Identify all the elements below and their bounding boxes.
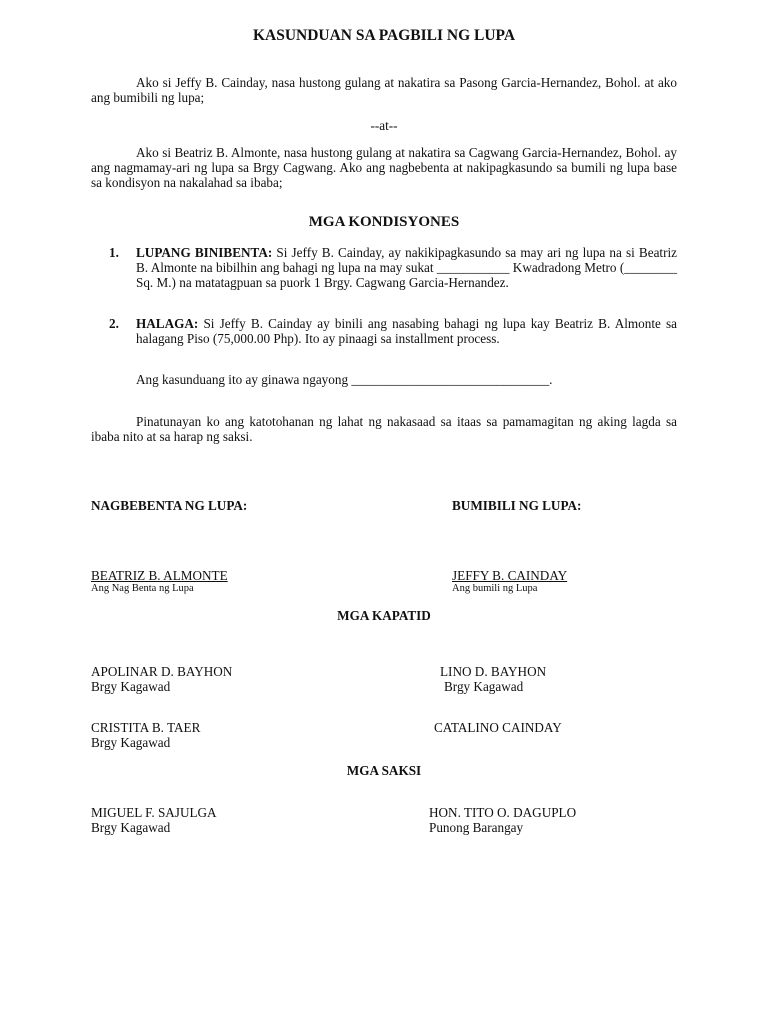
condition-item-land — [136, 245, 677, 290]
conditions-heading: MGA KONDISYONES — [308, 214, 460, 230]
condition-text: Si Jeffy B. Cainday, ay nakikipagkasundo sa may ari ng lupa na si Beatriz B. Almonte na bibilhin ang bahagi ng lupa na may sukat ___________ Kwadradong Metro (________ Sq. M.) na matatagpuan sa puork 1 Brgy. Cagwang Garcia-Hernandez. — [136, 245, 677, 290]
sibling-role: Brgy Kagawad — [91, 735, 171, 750]
witness-role: Brgy Kagawad — [91, 820, 171, 835]
seller-name: BEATRIZ B. ALMONTE — [91, 568, 228, 583]
document-title: KASUNDUAN SA PAGBILI NG LUPA — [252, 27, 516, 44]
buyer-name: JEFFY B. CAINDAY — [452, 568, 568, 583]
witness-name: HON. TITO O. DAGUPLO — [429, 805, 577, 820]
buyer-role: Ang bumili ng Lupa — [452, 583, 538, 594]
seller-role: Ang Nag Benta ng Lupa — [91, 583, 194, 594]
condition-number: 2. — [109, 316, 119, 331]
attestation-paragraph: Pinatunayan ko ang katotohanan ng lahat ng nakasaad sa itaas sa pamamagitan ng aking lagda sa ibaba nito at sa harap ng saksi. — [91, 414, 677, 444]
buyer-label: BUMIBILI NG LUPA: — [452, 498, 582, 513]
date-line: Ang kasunduang ito ay ginawa ngayong ______________________________. — [136, 372, 553, 387]
seller-intro-paragraph: Ako si Beatriz B. Almonte, nasa hustong gulang at nakatira sa Cagwang Garcia-Hernandez, Bohol. ay ang nagmamay-ari ng lupa sa Brgy Cagwang. Ako ang nagbebenta at nakipagkasundo sa bumili ng lupa base sa kondisyon na nakalahad sa ibaba; — [91, 145, 677, 190]
condition-number: 1. — [109, 245, 119, 260]
sibling-name: CRISTITA B. TAER — [91, 720, 201, 735]
condition-label: HALAGA: — [136, 316, 199, 331]
separator-text: --at-- — [370, 118, 398, 133]
condition-text: Si Jeffy B. Cainday ay binili ang nasabing bahagi ng lupa kay Beatriz B. Almonte sa halagang Piso (75,000.00 Php). Ito ay pinaagi sa installment process. — [136, 316, 677, 346]
witnesses-heading: MGA SAKSI — [346, 763, 422, 778]
witness-role: Punong Barangay — [429, 820, 524, 835]
sibling-name: LINO D. BAYHON — [440, 664, 547, 679]
buyer-intro-paragraph: Ako si Jeffy B. Cainday, nasa hustong gulang at nakatira sa Pasong Garcia-Hernandez, Bohol. at ako ang bumibili ng lupa; — [91, 75, 677, 105]
sibling-role: Brgy Kagawad — [91, 679, 171, 694]
condition-label: LUPANG BINIBENTA: — [136, 245, 273, 260]
condition-item-price — [136, 316, 677, 346]
witness-name: MIGUEL F. SAJULGA — [91, 805, 217, 820]
sibling-name: APOLINAR D. BAYHON — [91, 664, 233, 679]
sibling-role: Brgy Kagawad — [444, 679, 524, 694]
seller-label: NAGBEBENTA NG LUPA: — [91, 498, 248, 513]
sibling-name: CATALINO CAINDAY — [434, 720, 562, 735]
siblings-heading: MGA KAPATID — [337, 608, 431, 623]
